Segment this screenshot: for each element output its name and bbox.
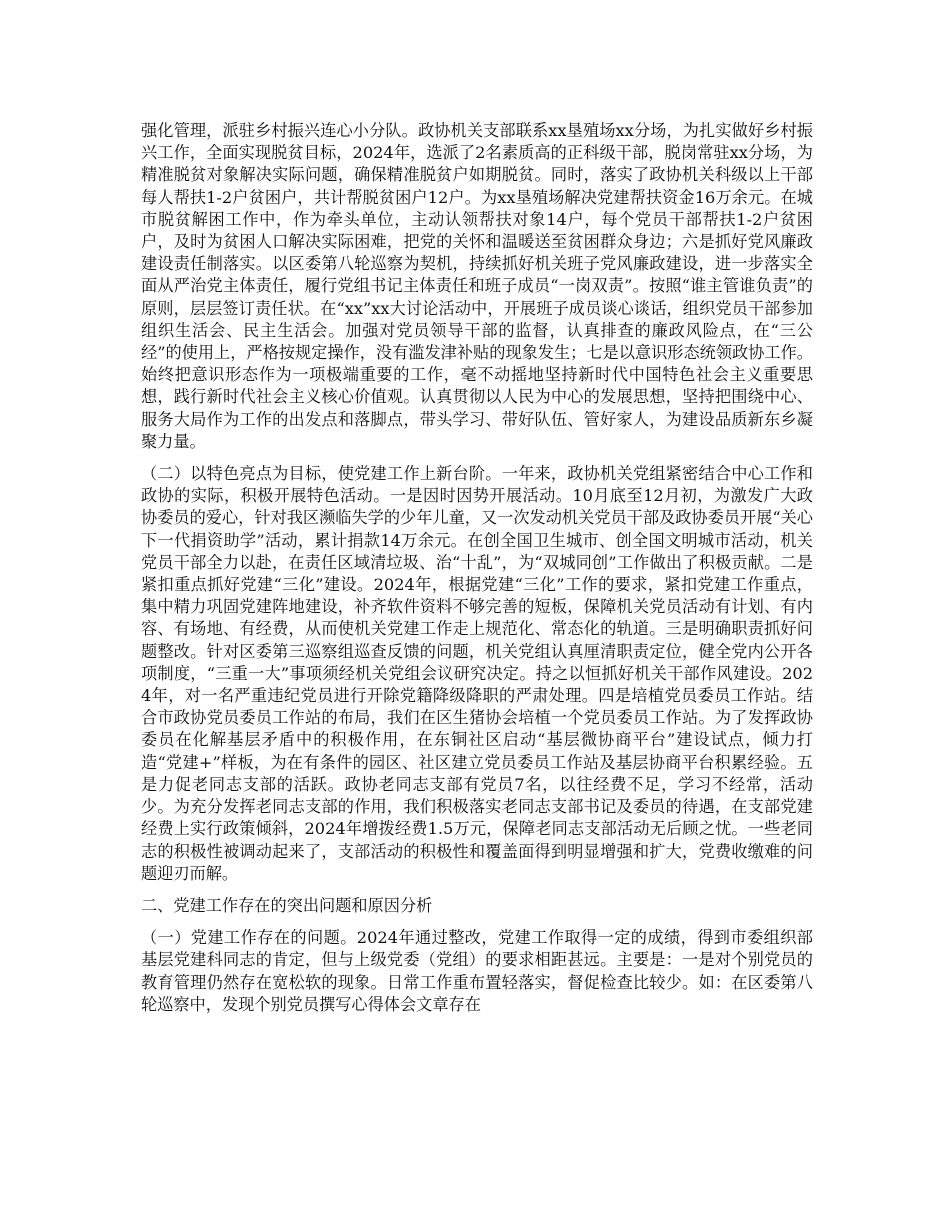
paragraph-special-highlights: （二）以特色亮点为目标，使党建工作上新台阶。一年来，政协机关党组紧密结合中心工作和政协的实际，积极开展特色活动。一是因时因势开展活动。10月底至12月初，为激发广大政协委员的爱心，针对我区濒临失学的少年儿童，又一次发动机关党员干部及政协委员开展“关心下一代捐资助学”活动，累计捐款14万余元。在创全国卫生城市、创全国文明城市活动，机关党员干部全力以赴，在责任区域清垃圾、治“十乱”，为“双城同创”工作做出了积极贡献。二是紧扣重点抓好党建“三化”建设。2024年，根据党建“三化”工作的要求，紧扣党建工作重点，集中精力巩固党建阵地建设，补齐软件资料不够完善的短板，保障机关党员活动有计划、有内容、有场地、有经费，从而使机关党建工作走上规范化、常态化的轨道。三是明确职责抓好问题整改。针对区委第三巡察组巡查反馈的问题，机关党组认真厘清职责定位，健全党内公开各项制度，“三重一大”事项须经机关党组会议研究决定。持之以恒抓好机关干部作风建设。2024年，对一名严重违纪党员进行开除党籍降级降职的严肃处理。四是培植党员委员工作站。结合市政协党员委员工作站的布局，我们在区生猪协会培植一个党员委员工作站。为了发挥政协委员在化解基层矛盾中的积极作用，在东铜社区启动“基层微协商平台”建设试点，倾力打造“党建+”样板，为在有条件的园区、社区建立党员委员工作站及基层协商平台积累经验。五是力促老同志支部的活跃。政协老同志支部有党员7名，以往经费不足，学习不经常，活动少。为充分发挥老同志支部的作用，我们积极落实老同志支部书记及委员的待遇，在支部党建经费上实行政策倾斜，2024年增拨经费1.5万元，保障老同志支部活动无后顾之忧。一些老同志的积极性被调动起来了，支部活动的积极性和覆盖面得到明显增强和扩大，党费收缴难的问题迎刃而解。	[141, 464, 813, 883]
paragraph-existing-problems: （一）党建工作存在的问题。2024年通过整改，党建工作取得一定的成绩，得到市委组织部基层党建科同志的肯定，但与上级党委（党组）的要求相距甚远。主要是：一是对个别党员的教育管理仍然存在宽松软的现象。日常工作重布置轻落实，督促检查比较少。如：在区委第八轮巡察中，发现个别党员撰写心得体会文章存在	[141, 928, 813, 1014]
section-heading-problems: 二、党建工作存在的突出问题和原因分析	[141, 895, 433, 915]
paragraph-rural-revitalization: 强化管理，派驻乡村振兴连心小分队。政协机关支部联系xx垦殖场xx分场，为扎实做好乡村振兴工作，全面实现脱贫目标，2024年，选派了2名素质高的正科级干部，脱岗常驻xx分场，为精准脱贫对象解决实际问题，确保精准脱贫户如期脱贫。同时，落实了政协机关科级以上干部每人帮扶1-2户贫困户，共计帮脱贫困户12户。为xx垦殖场解决党建帮扶资金16万余元。在城市脱贫解困工作中，作为牵头单位，主动认领帮扶对象14户，每个党员干部帮扶1-2户贫困户，及时为贫困人口解决实际困难，把党的关怀和温暖送至贫困群众身边；六是抓好党风廉政建设责任制落实。以区委第八轮巡察为契机，持续抓好机关班子党风廉政建设，进一步落实全面从严治党主体责任，履行党组书记主体责任和班子成员“一岗双责”。按照“谁主管谁负责”的原则，层层签订责任状。在“xx”xx大讨论活动中，开展班子成员谈心谈话，组织党员干部参加组织生活会、民主生活会。加强对党员领导干部的监督，认真排查的廉政风险点，在“三公经”的使用上，严格按规定操作，没有滥发津补贴的现象发生；七是以意识形态统领政协工作。始终把意识形态作为一项极端重要的工作，毫不动摇地坚持新时代中国特色社会主义重要思想，践行新时代社会主义核心价值观。认真贯彻以人民为中心的发展思想，坚持把围绕中心、服务大局作为工作的出发点和落脚点，带头学习、带好队伍、管好家人，为建设品质新东乡凝聚力量。	[141, 121, 813, 451]
document-page	[141, 120, 813, 1016]
